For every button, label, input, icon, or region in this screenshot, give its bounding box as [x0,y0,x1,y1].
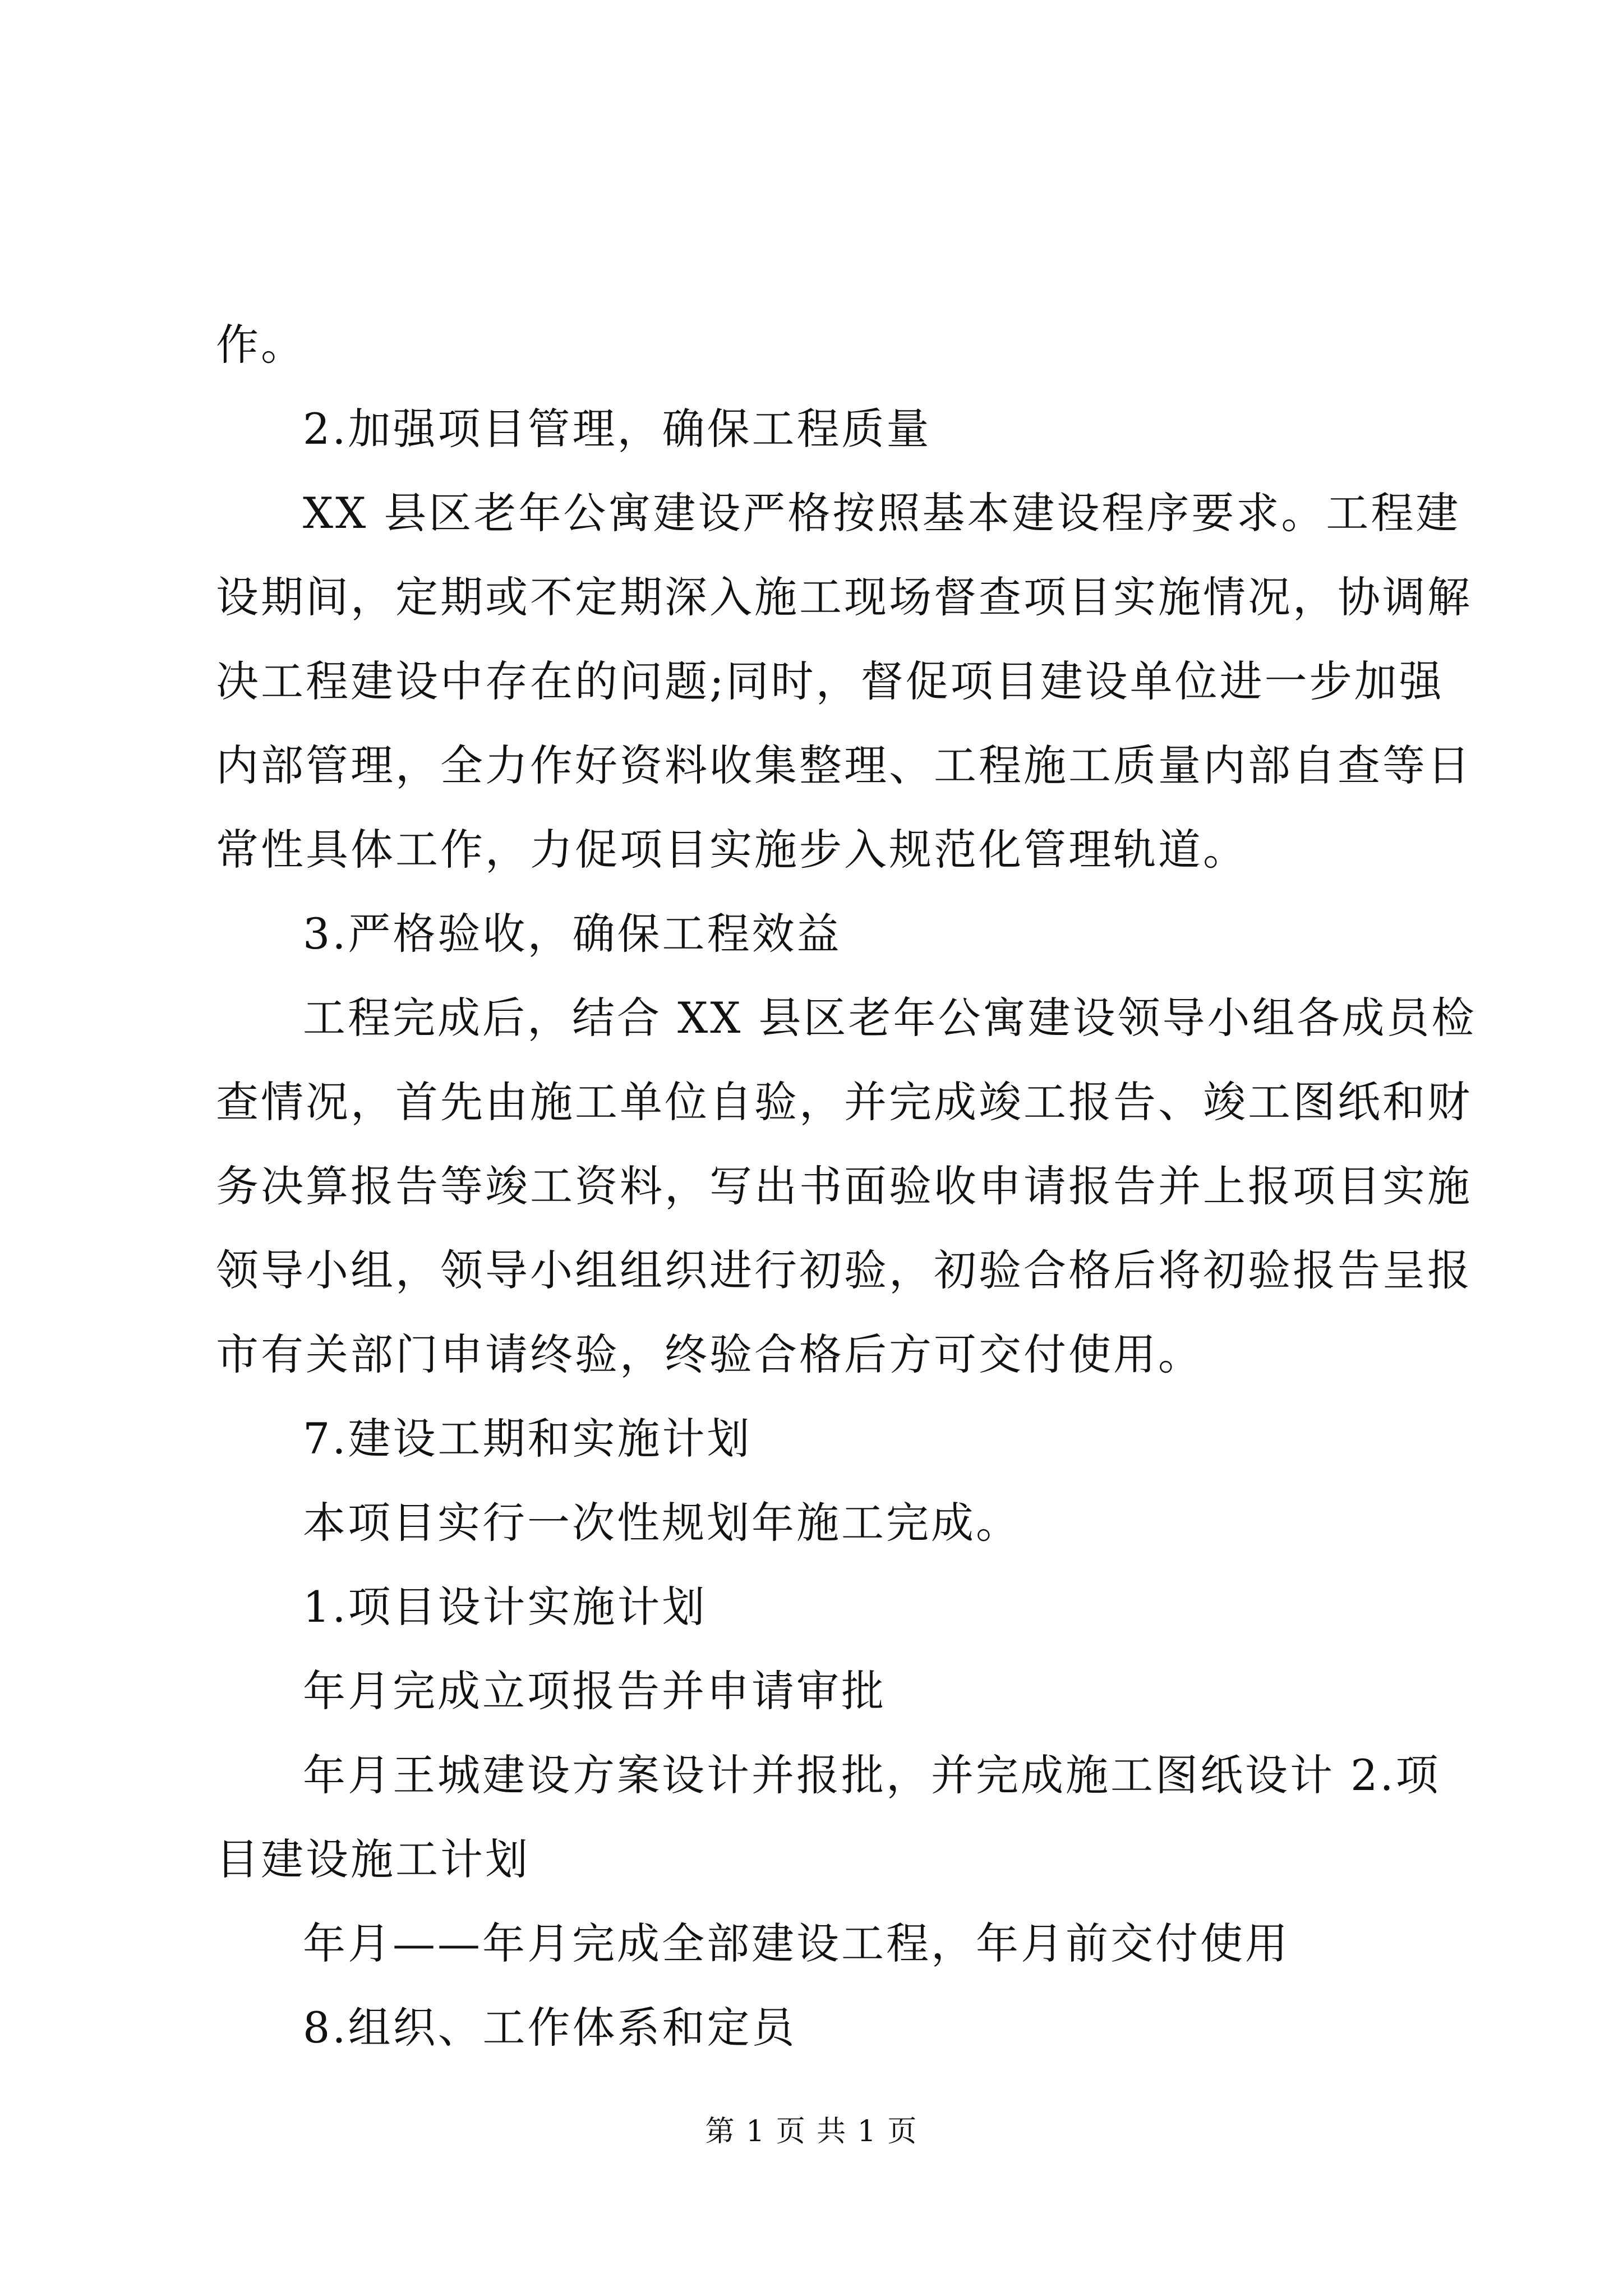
text-line: 决工程建设中存在的问题;同时，督促项目建设单位进一步加强 [216,656,1444,706]
text-line: XX 县区老年公寓建设严格按照基本建设程序要求。工程建 [303,488,1461,538]
text-line: 年月王城建设方案设计并报批，并完成施工图纸设计 2.项 [303,1750,1441,1800]
text-line: 常性具体工作，力促项目实施步入规范化管理轨道。 [216,825,1248,875]
section-heading: 1.项目设计实施计划 [303,1582,707,1632]
section-heading: 7.建设工期和实施计划 [303,1414,752,1464]
text-line: 本项目实行一次性规划年施工完成。 [303,1498,1021,1548]
section-heading: 3.严格验收，确保工程效益 [303,909,842,959]
text-line: 务决算报告等竣工资料，写出书面验收申请报告并上报项目实施 [216,1161,1472,1211]
section-heading: 8.组织、工作体系和定员 [303,2003,797,2053]
text-line: 内部管理，全力作好资料收集整理、工程施工质量内部自查等日 [216,740,1472,790]
section-heading: 2.加强项目管理，确保工程质量 [303,404,932,454]
text-line: 作。 [216,320,306,370]
text-line: 年月完成立项报告并申请审批 [303,1666,886,1716]
text-line: 目建设施工计划 [216,1834,530,1884]
text-line: 工程完成后，结合 XX 县区老年公寓建设领导小组各成员检 [303,993,1477,1043]
text-line: 年月——年月完成全部建设工程，年月前交付使用 [303,1918,1290,1968]
text-line: 领导小组，领导小组组织进行初验，初验合格后将初验报告呈报 [216,1245,1472,1295]
document-body [216,303,1477,2070]
page-footer: 第 1 页 共 1 页 [705,2115,918,2148]
text-line: 市有关部门申请终验，终验合格后方可交付使用。 [216,1329,1203,1379]
text-line: 设期间，定期或不定期深入施工现场督查项目实施情况，协调解 [216,572,1472,622]
text-line: 查情况，首先由施工单位自验，并完成竣工报告、竣工图纸和财 [216,1077,1472,1127]
